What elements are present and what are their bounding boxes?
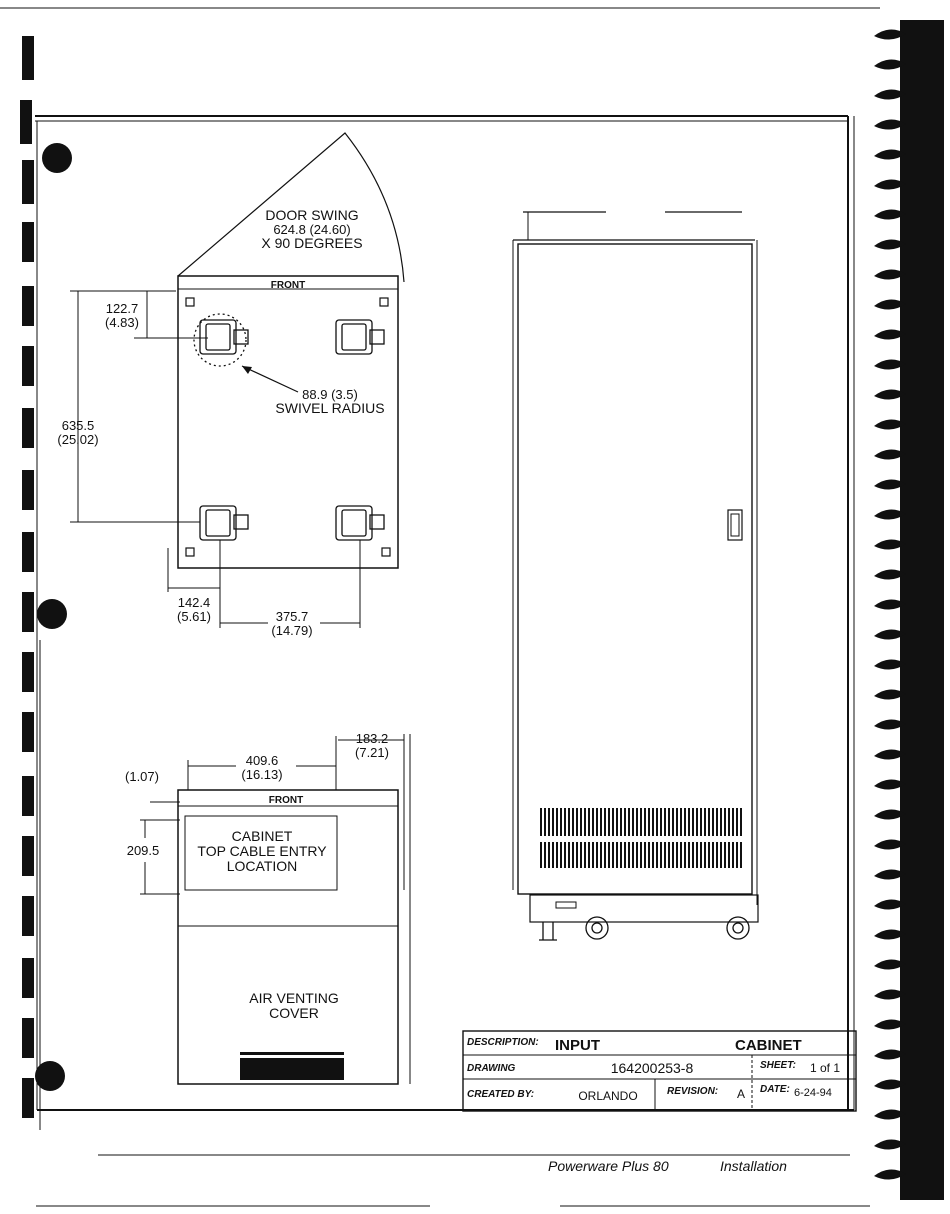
- plan-corner-marks: [186, 298, 390, 556]
- dim-top-width-in: (16.13): [241, 767, 283, 782]
- binder-holes: [35, 143, 72, 1091]
- dim-depth: 635.5: [61, 418, 95, 433]
- dim-top-caster-lines: [134, 291, 208, 338]
- dim-top-caster-in: (4.83): [105, 315, 139, 330]
- dim-top-width: 409.6: [245, 753, 279, 768]
- air-vent-line1: AIR VENTING: [249, 990, 339, 1006]
- tb-description-val2: CABINET: [735, 1037, 802, 1054]
- dim-top-caster: 122.7: [105, 301, 139, 316]
- top-front-label: FRONT: [268, 795, 304, 806]
- vent-slot-block: [240, 1058, 344, 1080]
- dim-side-offset-in: (5.61): [177, 609, 211, 624]
- swivel-radius-label: SWIVEL RADIUS: [275, 400, 385, 416]
- tb-sheet-val: 1 of 1: [810, 1061, 841, 1075]
- tb-revision-key: REVISION:: [667, 1086, 719, 1097]
- door-swing-angle: X 90 DEGREES: [261, 235, 363, 251]
- footer-section: Installation: [720, 1158, 787, 1174]
- cabinet-body: [518, 244, 752, 894]
- air-vent-line2: COVER: [269, 1005, 319, 1021]
- tb-description-val1: INPUT: [555, 1037, 600, 1054]
- binder-slots: [20, 36, 34, 1118]
- vent-slot-top: [240, 1052, 344, 1055]
- tb-sheet-key: SHEET:: [760, 1060, 796, 1071]
- swivel-radius-dim: 88.9 (3.5): [302, 387, 358, 402]
- cable-entry-line1: CABINET: [231, 828, 293, 844]
- tb-created-val: ORLANDO: [578, 1089, 638, 1103]
- tb-description-key: DESCRIPTION:: [467, 1037, 539, 1048]
- door-swing-title: DOOR SWING: [265, 207, 359, 223]
- dim-edge-in: (1.07): [125, 769, 159, 784]
- dim-width-spacing: 375.7: [275, 609, 309, 624]
- caster-front-right: [336, 320, 384, 354]
- caster-rear-left: [200, 506, 248, 540]
- caster-front-left: [194, 314, 248, 366]
- tb-created-key: CREATED BY:: [467, 1089, 535, 1100]
- plan-front-label: FRONT: [270, 280, 306, 291]
- dim-top-side: 183.2: [355, 731, 389, 746]
- tb-drawing-val: 164200253-8: [610, 1060, 694, 1076]
- vent-louvers: [541, 808, 741, 868]
- spiral-binding-strip: [900, 20, 944, 1200]
- dim-cable-entry: 209.5: [126, 843, 160, 858]
- footer-product: Powerware Plus 80: [548, 1158, 669, 1174]
- plan-view: [57, 133, 404, 638]
- drawing-border: [35, 116, 854, 1110]
- cable-entry-line2: TOP CABLE ENTRY: [197, 843, 327, 859]
- tb-revision-val: A: [737, 1087, 746, 1101]
- tb-date-val: 6-24-94: [794, 1087, 832, 1099]
- dim-width-spacing-in: (14.79): [271, 623, 313, 638]
- top-view: [125, 731, 410, 1084]
- front-elevation: [513, 212, 758, 940]
- cable-entry-line3: LOCATION: [226, 858, 298, 874]
- dim-top-side-in: (7.21): [355, 745, 389, 760]
- caster-rear-right: [336, 506, 384, 540]
- door-swing-dim: 624.8 (24.60): [273, 222, 351, 237]
- dim-depth-in: (25.02): [57, 432, 99, 447]
- tb-date-key: DATE:: [760, 1084, 790, 1095]
- base-feet: [539, 917, 749, 940]
- dim-side-offset: 142.4: [177, 595, 211, 610]
- swivel-leader: [242, 366, 298, 392]
- tb-drawing-key: DRAWING: [467, 1063, 516, 1074]
